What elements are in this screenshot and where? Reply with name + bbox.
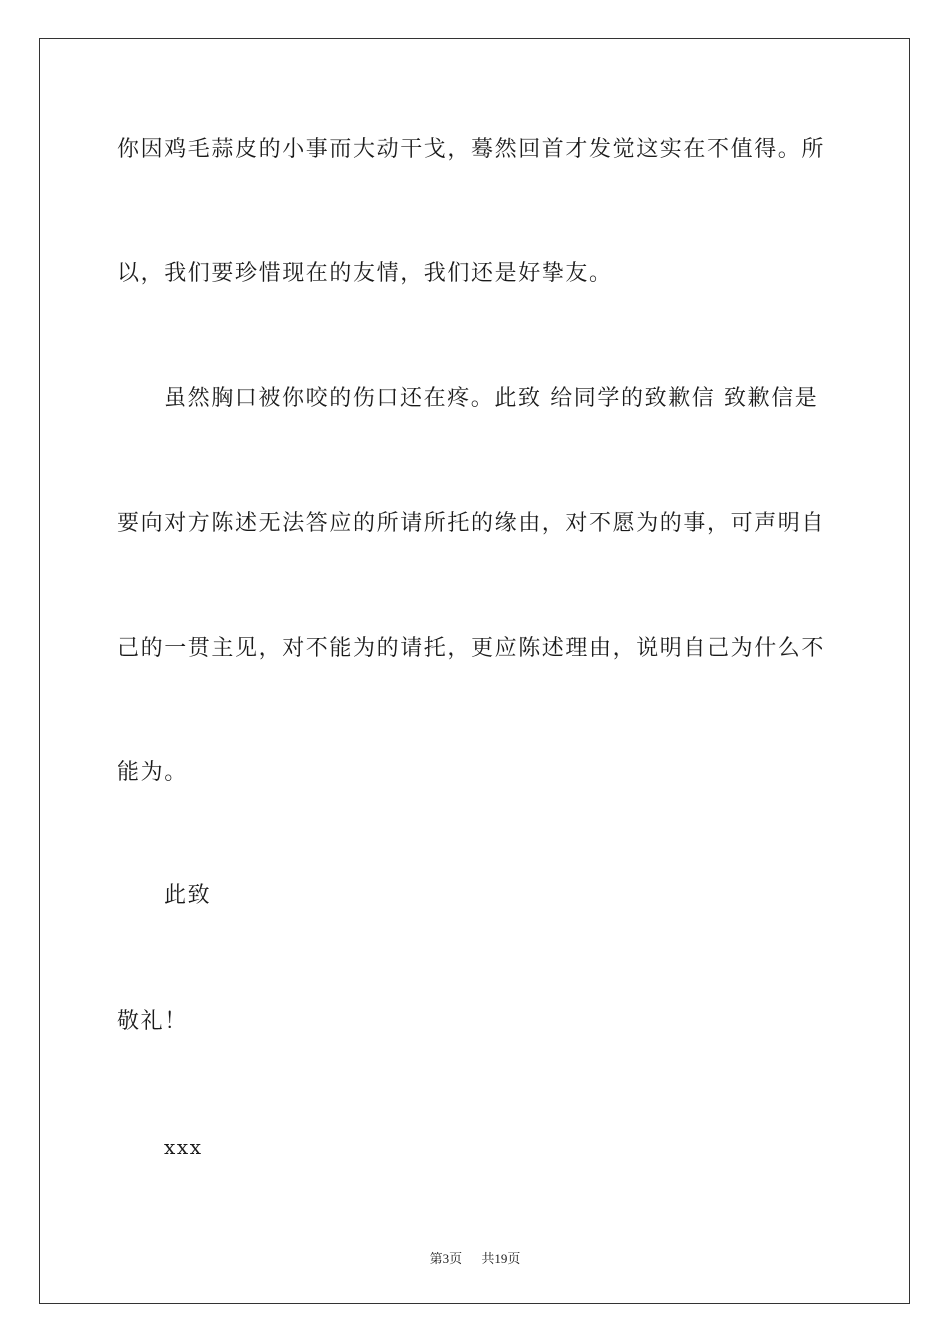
body-line-4: 要向对方陈述无法答应的所请所托的缘由，对不愿为的事，可声明自	[117, 511, 826, 536]
body-line-6: 能为。	[117, 760, 188, 785]
body-line-1: 你因鸡毛蒜皮的小事而大动干戈，蓦然回首才发觉这实在不值得。所	[117, 137, 826, 162]
page-frame	[39, 38, 910, 1304]
page-total: 共19页	[481, 1251, 521, 1266]
page-footer	[0, 1248, 950, 1267]
body-line-5: 己的一贯主见，对不能为的请托，更应陈述理由，说明自己为什么不	[117, 636, 826, 661]
closing-salutation: 此致	[164, 883, 212, 908]
body-line-3: 虽然胸口被你咬的伤口还在疼。此致 给同学的致歉信 致歉信是	[164, 386, 819, 411]
page-number: 第3页	[429, 1251, 463, 1266]
closing-respect: 敬礼！	[117, 1009, 188, 1034]
body-line-2: 以，我们要珍惜现在的友情，我们还是好挚友。	[117, 261, 613, 286]
signature: xxx	[164, 1135, 203, 1159]
